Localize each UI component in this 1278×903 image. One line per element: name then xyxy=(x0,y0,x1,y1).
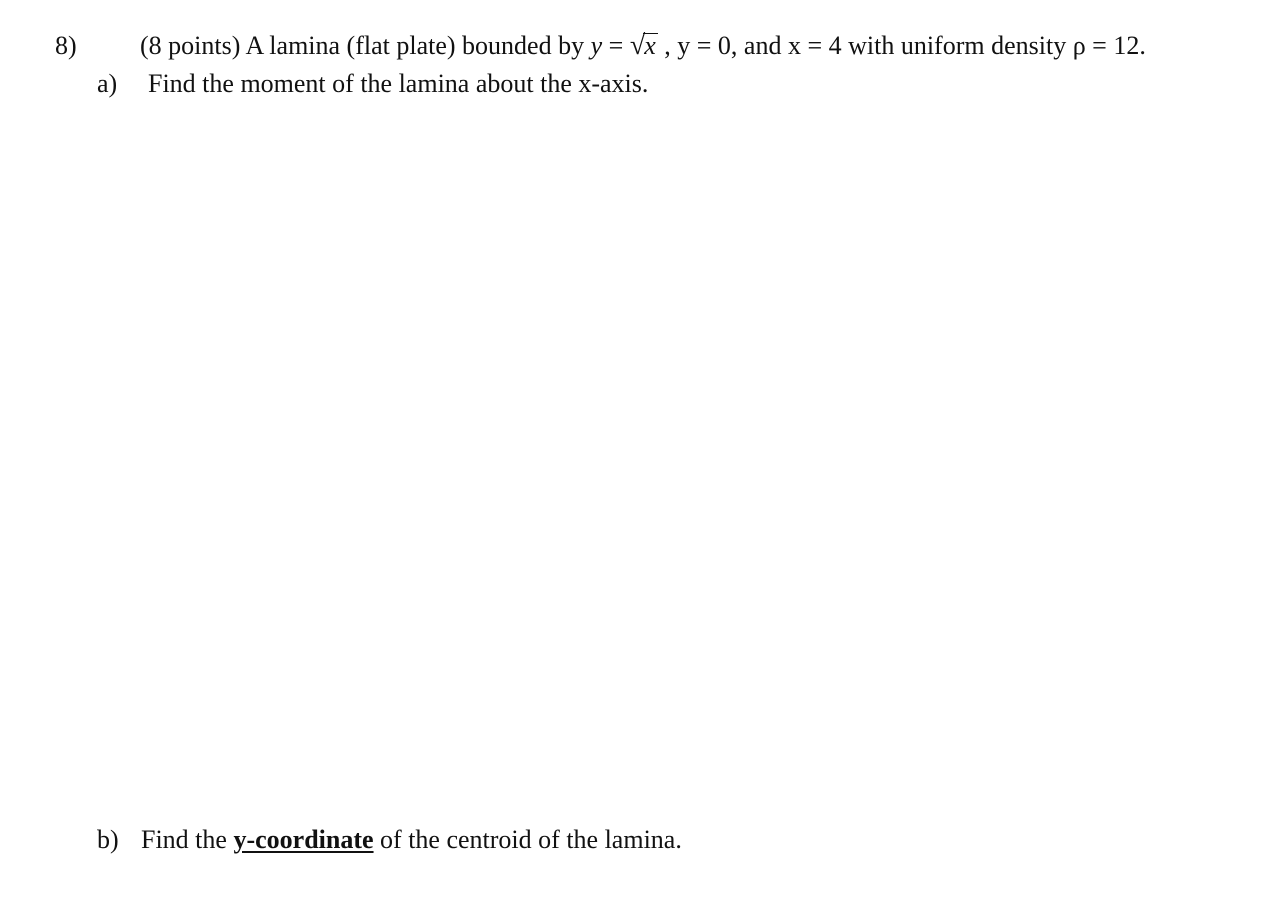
part-b-emphasis: y-coordinate xyxy=(233,825,374,854)
part-b-text-after: of the centroid of the lamina. xyxy=(380,825,682,854)
part-b-label: b) xyxy=(97,825,119,854)
part-a-text: Find the moment of the lamina about the x-axis. xyxy=(148,69,649,98)
question-number: 8) xyxy=(55,31,77,60)
question-points: (8 points) xyxy=(140,31,241,60)
question-stem-lead: A lamina (flat plate) bounded by xyxy=(245,31,585,60)
radical-sign: √ xyxy=(629,30,646,61)
question-stem-tail: , y = 0, and x = 4 with uniform density ρ = 12. xyxy=(664,31,1146,60)
equation-equals: = xyxy=(608,31,624,60)
radicand: x xyxy=(644,31,656,60)
square-root xyxy=(630,31,658,61)
equation-lhs: y xyxy=(590,31,603,60)
part-a-label: a) xyxy=(97,69,118,98)
question-stem xyxy=(140,31,1146,61)
part-b-text-before: Find the xyxy=(141,825,227,854)
part-b-text xyxy=(141,825,682,855)
